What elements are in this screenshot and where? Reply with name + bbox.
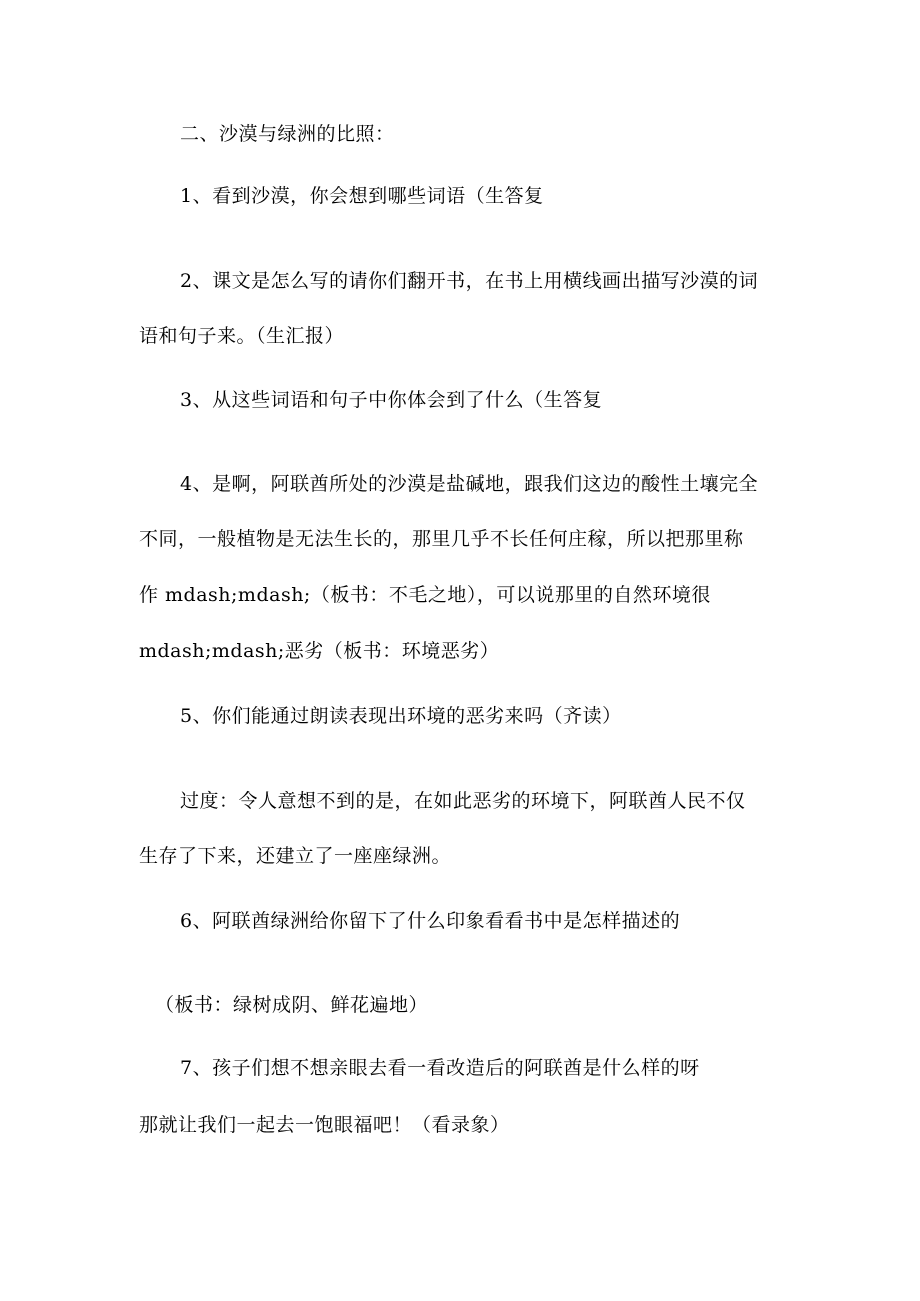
item-4-line-3: 作 mdash;mdash;（板书：不毛之地），可以说那里的自然环境很 (139, 584, 711, 606)
item-4-line-4: mdash;mdash;恶劣（板书：环境恶劣） (139, 640, 500, 662)
item-7-line-2: 那就让我们一起去一饱眼福吧！（看录象） (139, 1114, 510, 1136)
item-7-line-1: 7、孩子们想不想亲眼去看一看改造后的阿联酋是什么样的呀 (180, 1057, 700, 1079)
item-2-line-2: 语和句子来。（生汇报） (139, 325, 345, 347)
item-4-line-2: 不同，一般植物是无法生长的，那里几乎不长任何庄稼，所以把那里称 (139, 528, 744, 550)
section-title: 二、沙漠与绿洲的比照： (180, 123, 395, 145)
transition-line-2: 生存了下来，还建立了一座座绿洲。 (139, 845, 452, 867)
item-4-line-1: 4、是啊，阿联酋所处的沙漠是盐碱地，跟我们这边的酸性土壤完全 (180, 473, 759, 495)
item-2-line-1: 2、课文是怎么写的请你们翻开书，在书上用横线画出描写沙漠的词 (180, 270, 759, 292)
item-3-line-1: 3、从这些词语和句子中你体会到了什么（生答复 (180, 389, 603, 411)
board-note: （板书：绿树成阴、鲜花遍地） (155, 994, 429, 1016)
item-6-line-1: 6、阿联酋绿洲给你留下了什么印象看看书中是怎样描述的 (180, 910, 681, 932)
item-5-line-1: 5、你们能通过朗读表现出环境的恶劣来吗（齐读） (180, 705, 622, 727)
transition-line-1: 过度：令人意想不到的是，在如此恶劣的环境下，阿联酋人民不仅 (180, 790, 746, 812)
item-1-line-1: 1、看到沙漠，你会想到哪些词语（生答复 (180, 185, 544, 207)
